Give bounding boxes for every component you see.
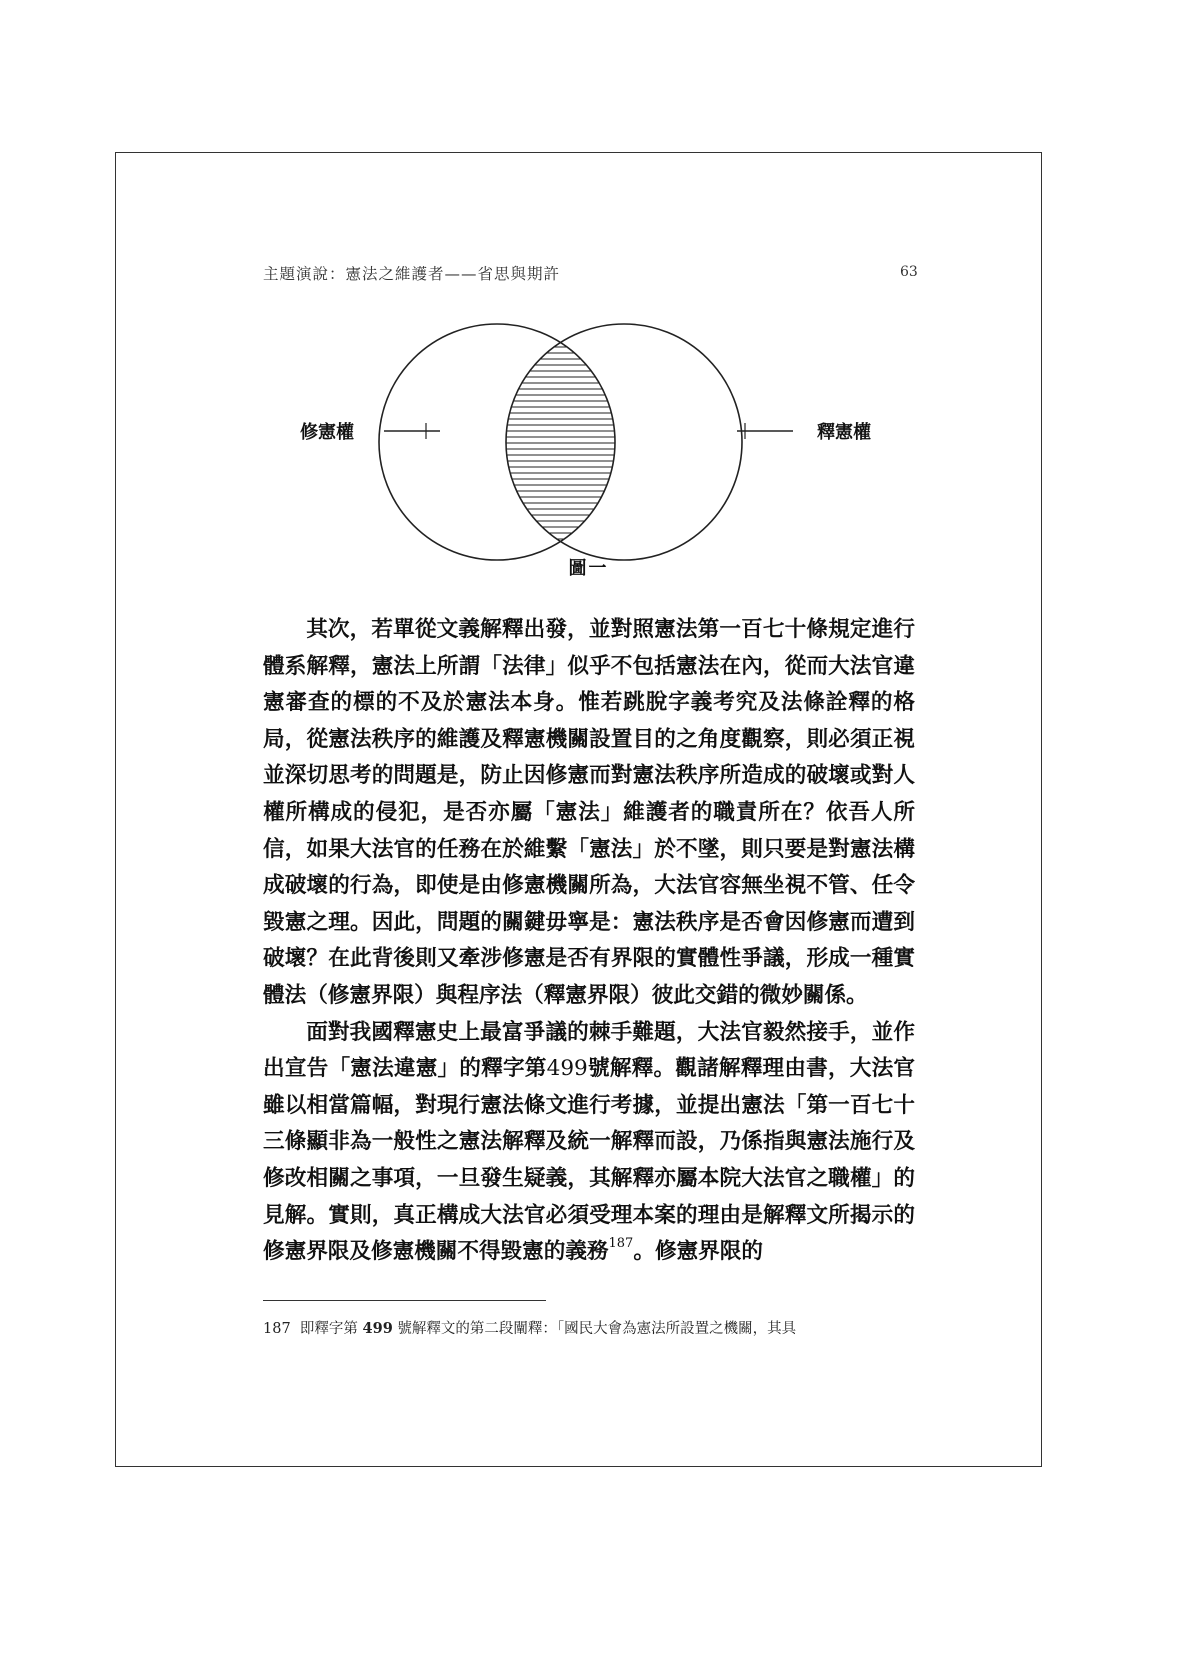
footnote-text-a: 即釋字第 — [299, 1321, 358, 1337]
paragraph-2-text-b: 號解釋。觀諸解釋理由書，大法官雖以相當篇幅，對現行憲法條文進行考據，並提出憲法「第一百七十三條顯非為一般性之憲法解釋及統一解釋而設，乃係指與憲法施行及修改相關之事項，一旦發生疑義，其解釋亦屬本院大法官之職權」的見解。實則，真正構成大法官必須受理本案的理由是解釋文所揭示的修憲界限及修憲機關不得毀憲的義務 — [263, 1056, 915, 1265]
footnote-number: 187 — [263, 1321, 291, 1337]
footnote-case-number: 499 — [362, 1320, 393, 1337]
body-text — [263, 612, 915, 1271]
paragraph-1-text: 其次，若單從文義解釋出發，並對照憲法第一百七十條規定進行體系解釋，憲法上所謂「法律」似乎不包括憲法在內，從而大法官違憲審查的標的不及於憲法本身。惟若跳脫字義考究及法條詮釋的格局，從憲法秩序的維護及釋憲機關設置目的之角度觀察，則必須正視並深切思考的問題是，防止因修憲而對憲法秩序所造成的破壞或對人權所構成的侵犯，是否亦屬「憲法」維護者的職責所在？依吾人所信，如果大法官的任務在於維繫「憲法」於不墜，則只要是對憲法構成破壞的行為，即使是由修憲機關所為，大法官容無坐視不管、任令毀憲之理。因此，問題的關鍵毋寧是：憲法秩序是否會因修憲而遭到破壞？在此背後則又牽涉修憲是否有界限的實體性爭議，形成一種實體法（修憲界限）與程序法（釋憲界限）彼此交錯的微妙關係。 — [263, 617, 915, 1008]
footnote-text-b: 號解釋文的第二段闡釋：「國民大會為憲法所設置之機關，其具 — [397, 1321, 797, 1337]
footnote — [263, 1317, 923, 1338]
right-label: 釋憲權 — [817, 422, 871, 443]
paragraph-2-text-c: 。修憲界限的 — [633, 1239, 763, 1265]
paragraph-1 — [263, 612, 915, 1015]
footnote-reference[interactable]: 187 — [608, 1236, 634, 1252]
paragraph-2 — [263, 1015, 915, 1271]
overlap-hatching — [379, 324, 615, 560]
venn-diagram — [290, 320, 900, 570]
left-label: 修憲權 — [300, 422, 354, 443]
paragraph-2-text-a: 面對我國釋憲史上最富爭議的棘手難題，大法官毅然接手，並作出宣告「憲法違憲」的釋字第 — [263, 1019, 915, 1082]
figure-caption: 圖一 — [568, 558, 609, 579]
page-number: 63 — [900, 264, 918, 280]
case-number: 499 — [546, 1056, 588, 1082]
running-title: 主題演說：憲法之維護者——省思與期許 — [263, 265, 561, 283]
footnote-divider — [263, 1300, 546, 1301]
